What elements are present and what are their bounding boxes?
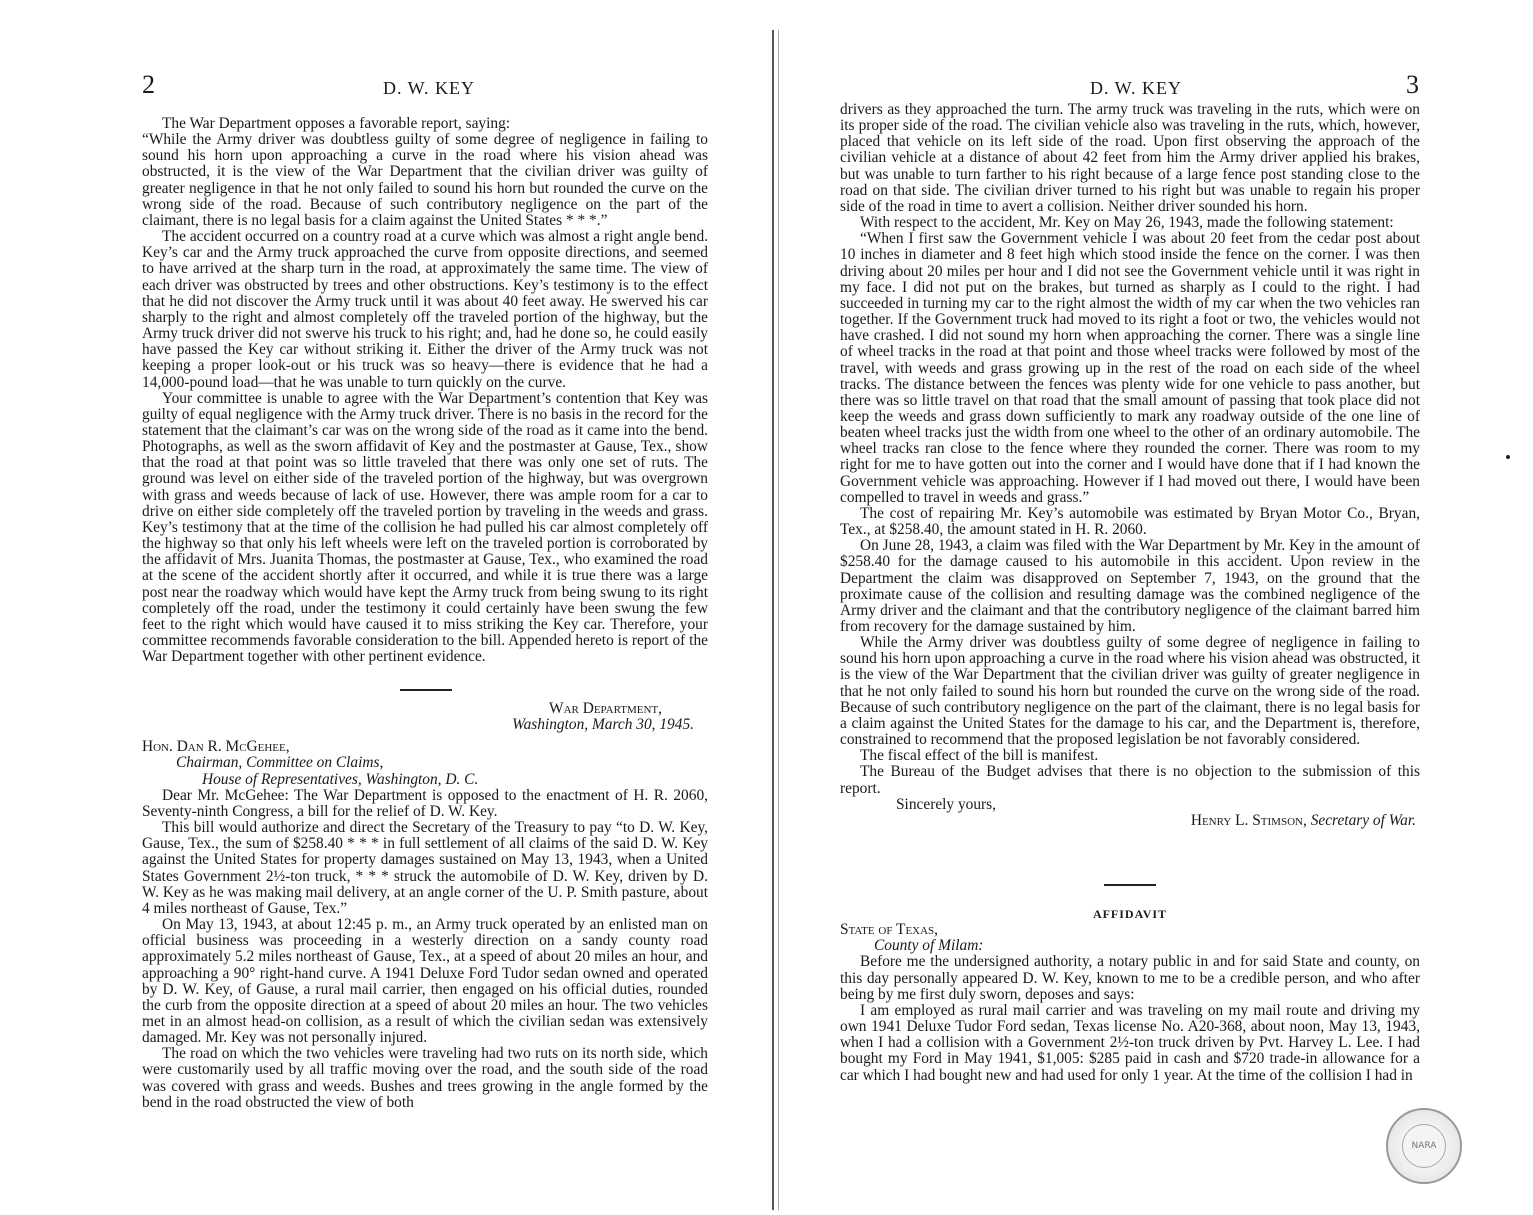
- quote-paragraph: “While the Army driver was doubtless guilty of some degree of negligence in failing to sound his horn upon approaching a curve in the road where his vision ahead was obstructed, it is the view of the War Department that the civilian driver was guilty of greater negligence in that he not only failed to sound his horn but rounded the curve on the wrong side of the road. Because of such contributory negligence on the part of the claimant, there is no legal basis for a claim against the United States * * *.”: [142, 131, 708, 229]
- paragraph: drivers as they approached the turn. The army truck was traveling in the ruts, which were on its proper side of the road. The civilian vehicle also was traveling in the ruts, which, however, placed that vehicle on its left side of the road. Upon first observing the approach of the civilian vehicle at a distance of about 42 feet from him the Army driver applied his brakes, but was unable to turn farther to his right because of a large fence post standing close to the road on that side. The civilian driver turned to his right but was unable to regain his proper side of the road in time to avert a collision. Neither driver sounded his horn.: [840, 101, 1420, 215]
- page-number-left: 2: [142, 70, 155, 99]
- letter-paragraph: This bill would authorize and direct the Secretary of the Treasury to pay “to D. W. Key, Gause, Tex., the sum of $258.40 * * * in full settlement of all claims of the said D. W. Key against the United States for property damages sustained on May 13, 1943, when a United States Government 2½-ton truck, * * * struck the automobile of D. W. Key, driven by D. W. Key as he was making mail delivery, at an angle corner of the U. P. Smith pasture, about 4 miles northeast of Gause, Tex.”: [142, 819, 708, 917]
- venue-county: County of Milam:: [874, 937, 984, 955]
- affidavit-paragraph: I am employed as rural mail carrier and was traveling on my mail route and driving my own 1941 Deluxe Tudor Ford sedan, Texas license No. A20-368, about noon, May 13, 1943, when I had a collision with a Government 2½-ton truck driven by Pvt. Harvey L. Lee. I had bought my Ford in May 1941, $1,005: $285 paid in cash and $720 trade-in allowance for a car which I had bought new and had used for only 1 year. At the time of the collision I had in: [840, 1001, 1420, 1084]
- page-number-right: 3: [1406, 70, 1419, 99]
- library-stamp-label: NARA: [1402, 1124, 1446, 1168]
- paragraph: The Bureau of the Budget advises that there is no objection to the submission of this report.: [840, 763, 1420, 797]
- signature-title: Secretary of War.: [1310, 811, 1416, 829]
- paragraph: While the Army driver was doubtless guilty of some degree of negligence in failing to sound his horn upon approaching a curve in the road where his vision ahead was obstructed, it is the view of the War Department that the civilian driver was guilty of greater negligence in that he not only failed to sound his horn but rounded the curve on the wrong side of the road. Because of such contributory negligence on the part of the claimant, there is no legal basis for a claim against the United States for the damage to his car, and the Department is, therefore, constrained to recommend that the proposed legislation be not favorably considered.: [840, 634, 1420, 749]
- right-affidavit: [840, 906, 1420, 1084]
- dateline: Washington, March 30, 1945.: [512, 716, 694, 734]
- left-page: [0, 0, 760, 1215]
- affidavit-heading: AFFIDAVIT: [1092, 907, 1168, 921]
- addressee-title: Chairman, Committee on Claims,: [176, 754, 384, 772]
- letterhead: War Department,: [549, 700, 662, 717]
- library-stamp-seal: [1386, 1108, 1462, 1184]
- left-body: [142, 116, 708, 665]
- paragraph: The War Department opposes a favorable report, saying:: [162, 115, 511, 132]
- running-header-right: D. W. KEY: [1090, 78, 1183, 98]
- paragraph: With respect to the accident, Mr. Key on May 26, 1943, made the following statement:: [860, 214, 1394, 232]
- signature: [840, 813, 1420, 829]
- left-letter: [142, 701, 708, 1111]
- paragraph: Your committee is unable to agree with the War Department’s contention that Key was guilty of equal negligence with the Army truck driver. There is no basis in the record for the statement that the claimant’s car was on the wrong side of the road as it came into the bend. Photographs, as well as the sworn affidavit of Key and the postmaster at Gause, Tex., show that the road at that point was so little traveled that there was only one set of ruts. The ground was level on either side of the traveled portion of the highway, but was overgrown with grass and weeds because of lack of use. However, there was ample room for a car to drive on either side completely off the traveled portion by traveling in the weeds and grass. Key’s testimony that at the time of the collision he had pulled his car almost completely off the highway so that only his left wheels were left on the traveled portion is corroborated by the affidavit of Mrs. Juanita Thomas, the postmaster at Gause, Tex., who examined the road at the scene of the accident shortly after it occurred, and while it is true there was a large post near the roadway which would have kept the Army truck from being swung to its right completely off the road, under the testimony it could certainly have been swung the few feet to the right which would have caused it to miss striking the Key car. Therefore, your committee recommends favorable consideration to the bill. Appended hereto is report of the War Department together with other pertinent evidence.: [142, 389, 708, 666]
- page-gutter: [772, 30, 774, 1210]
- running-header-left: D. W. KEY: [383, 78, 476, 98]
- section-rule: [400, 689, 452, 691]
- quote-paragraph: “When I first saw the Government vehicle I was about 20 feet from the cedar post about 10 inches in diameter and 8 feet high which stood inside the fence on the corner. I was then driving about 20 miles per hour and I did not see the Government vehicle until it was right in my face. I did not put on the brakes, but turned as sharply as I could to the right. I had succeeded in turning my car to the right almost the width of my car when the two vehicles ran together. If the Government truck had moved to its right a foot or two, the vehicles would not have crashed. I did not sound my horn when approaching the corner. There was a single line of wheel tracks in the road at that point and those wheel tracks were followed by most of the travel, with weeds and grass growing up in the rest of the road on each side of the wheel tracks. The distance between the fences was plenty wide for one vehicle to pass another, but there was so little travel on that road that the small amount of passing that took place did not keep the weeds and grass down sufficiently to mark any roadway outside of the one line of beaten wheel tracks just the width from one wheel to the other of an ordinary automobile. The wheel tracks ran close to the fence where they rounded the corner. There was room to my right for me to have gotten out into the corner and I would have done that if I had known the Government vehicle was approaching. However if I had moved out there, I would have been compelled to travel in weeds and grass.”: [840, 230, 1420, 506]
- page-gutter-shadow: [778, 30, 779, 1210]
- section-rule: [1104, 884, 1156, 886]
- paragraph: The cost of repairing Mr. Key’s automobile was estimated by Bryan Motor Co., Bryan, Tex., at $258.40, the amount stated in H. R. 2060.: [840, 504, 1420, 539]
- letter-paragraph: Dear Mr. McGehee: The War Department is opposed to the enactment of H. R. 2060, Seventy-ninth Congress, a bill for the relief of D. W. Key.: [142, 786, 708, 820]
- addressee-house: House of Representatives, Washington, D. C.: [202, 770, 479, 788]
- paragraph: The accident occurred on a country road at a curve which was almost a right angle bend. Key’s car and the Army truck approached the curve from opposite directions, and seemed to have arrived at the sharp turn in the road, at approximately the same time. The view of each driver was obstructed by trees and other obstructions. Key’s testimony is to the effect that he did not discover the Army truck until it was about 40 feet away. He swerved his car sharply to the right and almost completely off the traveled portion of the highway, but the Army truck driver did not swerve his truck to his right; and, had he done so, he could easily have passed the Key car without striking it. Either the driver of the Army truck was not keeping a proper look-out or his truck was so heavy—there is evidence that he had a 14,000-pound load—that he was unable to turn quickly on the curve.: [142, 228, 708, 391]
- right-page: [790, 0, 1533, 1215]
- letter-paragraph: On May 13, 1943, at about 12:45 p. m., an Army truck operated by an enlisted man on official business was proceeding in a westerly direction on a sandy county road approximately 5.2 miles northeast of Gause, Tex., at a speed of about 20 miles an hour, and approaching a 90° right-hand curve. A 1941 Deluxe Ford Tudor sedan owned and operated by D. W. Key, of Gause, a rural mail carrier, then engaged on his official duties, rounded the curb from the opposite direction at a speed of about 20 miles an hour. The two vehicles met in an almost head-on collision, as a result of which the civilian sedan was extensively damaged. Mr. Key was not personally injured.: [142, 916, 708, 1047]
- venue-state: State of Texas,: [840, 921, 939, 939]
- right-body: [840, 102, 1420, 829]
- closing: Sincerely yours,: [896, 795, 997, 813]
- affidavit-paragraph: Before me the undersigned authority, a notary public in and for said State and county, on this day personally appeared D. W. Key, known to me to be a credible person, and who after being by me first duly sworn, deposes and says:: [840, 953, 1420, 1003]
- letter-paragraph: The road on which the two vehicles were traveling had two ruts on its north side, which were customarily used by all traffic moving over the road, and the south side of the road was covered with grass and weeds. Bushes and trees growing in the angle formed by the bend in the road obstructed the view of both: [142, 1045, 708, 1111]
- ink-dot: [1506, 455, 1510, 459]
- addressee: Hon. Dan R. McGehee,: [142, 738, 290, 756]
- signature-name: Henry L. Stimson,: [1190, 811, 1307, 829]
- paragraph: The fiscal effect of the bill is manifest.: [860, 747, 1099, 765]
- paragraph: On June 28, 1943, a claim was filed with the War Department by Mr. Key in the amount of $258.40 for the damage caused to his automobile in this accident. Upon review in the Department the claim was disapproved on September 7, 1943, on the ground that the proximate cause of the collision and resulting damage was the combined negligence of the Army driver and the claimant and that the contributory negligence of the claimant barred him from recovery for the damage sustained by him.: [840, 537, 1420, 635]
